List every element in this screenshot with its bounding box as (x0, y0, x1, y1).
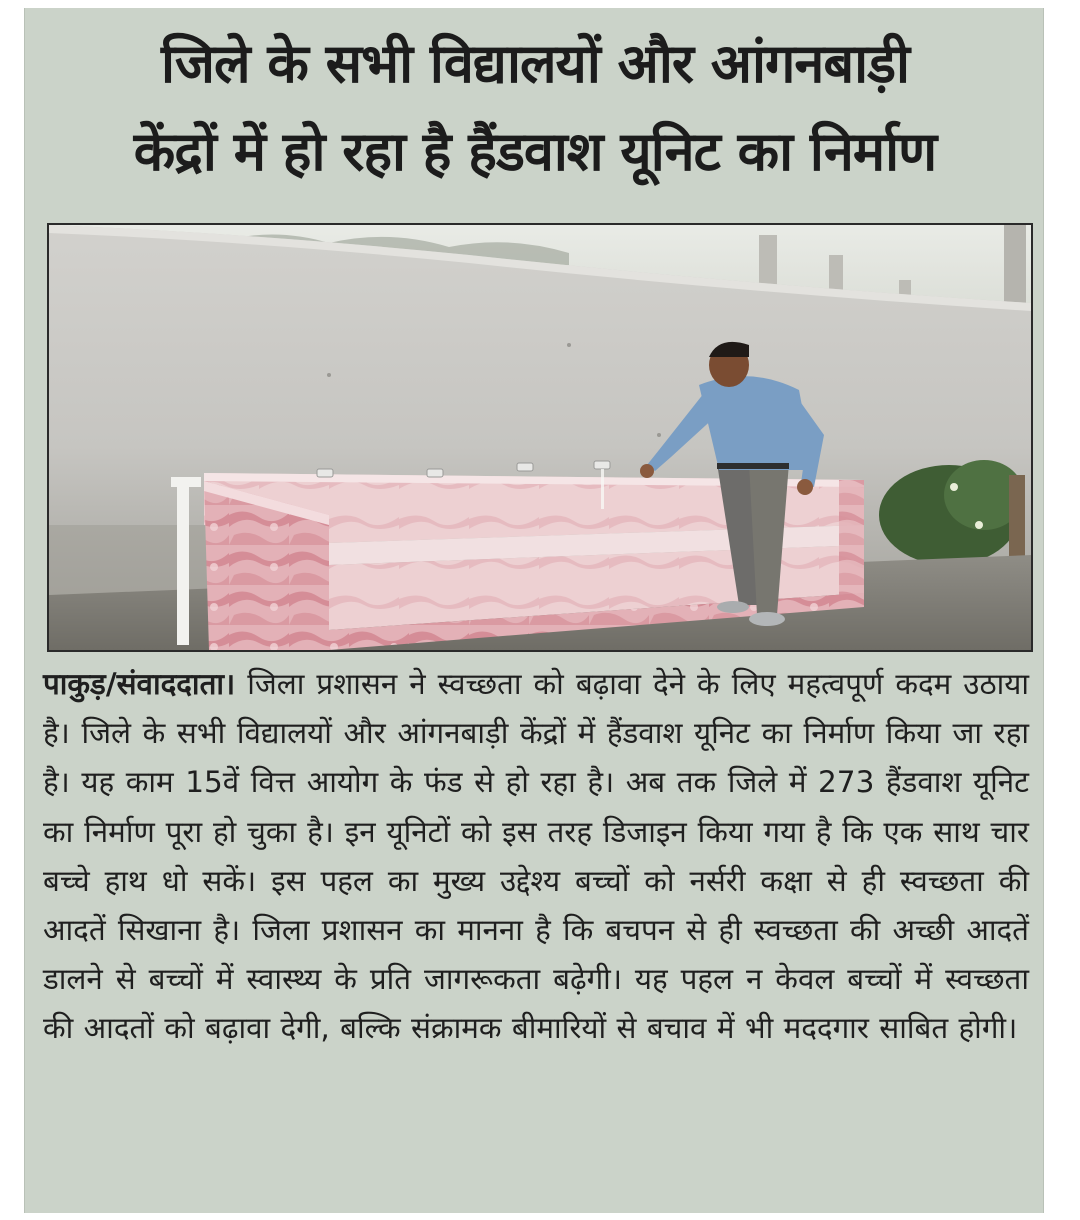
headline-line-1: जिले के सभी विद्यालयों और आंगनबाड़ी (160, 32, 910, 95)
headline (25, 20, 1045, 196)
news-photo (47, 223, 1033, 652)
article-body-text: जिला प्रशासन ने स्वच्छता को बढ़ावा देने के लिए महत्वपूर्ण कदम उठाया है। जिले के सभी विद्यालयों और आंगनबाड़ी केंद्रों में हैंडवाश यूनिट का निर्माण किया जा रहा है। यह काम 15वें वित्त आयोग के फंड से हो रहा है। अब तक जिले में 273 हैंडवाश यूनिट का निर्माण पूरा हो चुका है। इन यूनिटों को इस तरह डिजाइन किया गया है कि एक साथ चार बच्चे हाथ धो सकें। इस पहल का मुख्य उद्देश्य बच्चों को नर्सरी कक्षा से ही स्वच्छता की आदतें सिखाना है। जिला प्रशासन का मानना है कि बचपन से ही स्वच्छता की अच्छी आदतें डालने से बच्चों में स्वास्थ्य के प्रति जागरूकता बढ़ेगी। यह पहल न केवल बच्चों में स्वच्छता की आदतों को बढ़ावा देगी, बल्कि संक्रामक बीमारियों से बचाव में भी मददगार साबित होगी। (43, 667, 1029, 1046)
article-body (43, 660, 1029, 1054)
handwash-unit-photo (49, 225, 1031, 650)
newspaper-clipping (24, 8, 1044, 1213)
headline-line-2: केंद्रों में हो रहा है हैंडवाश यूनिट का निर्माण (133, 120, 937, 183)
dateline: पाकुड़/संवाददाता। (43, 667, 236, 701)
